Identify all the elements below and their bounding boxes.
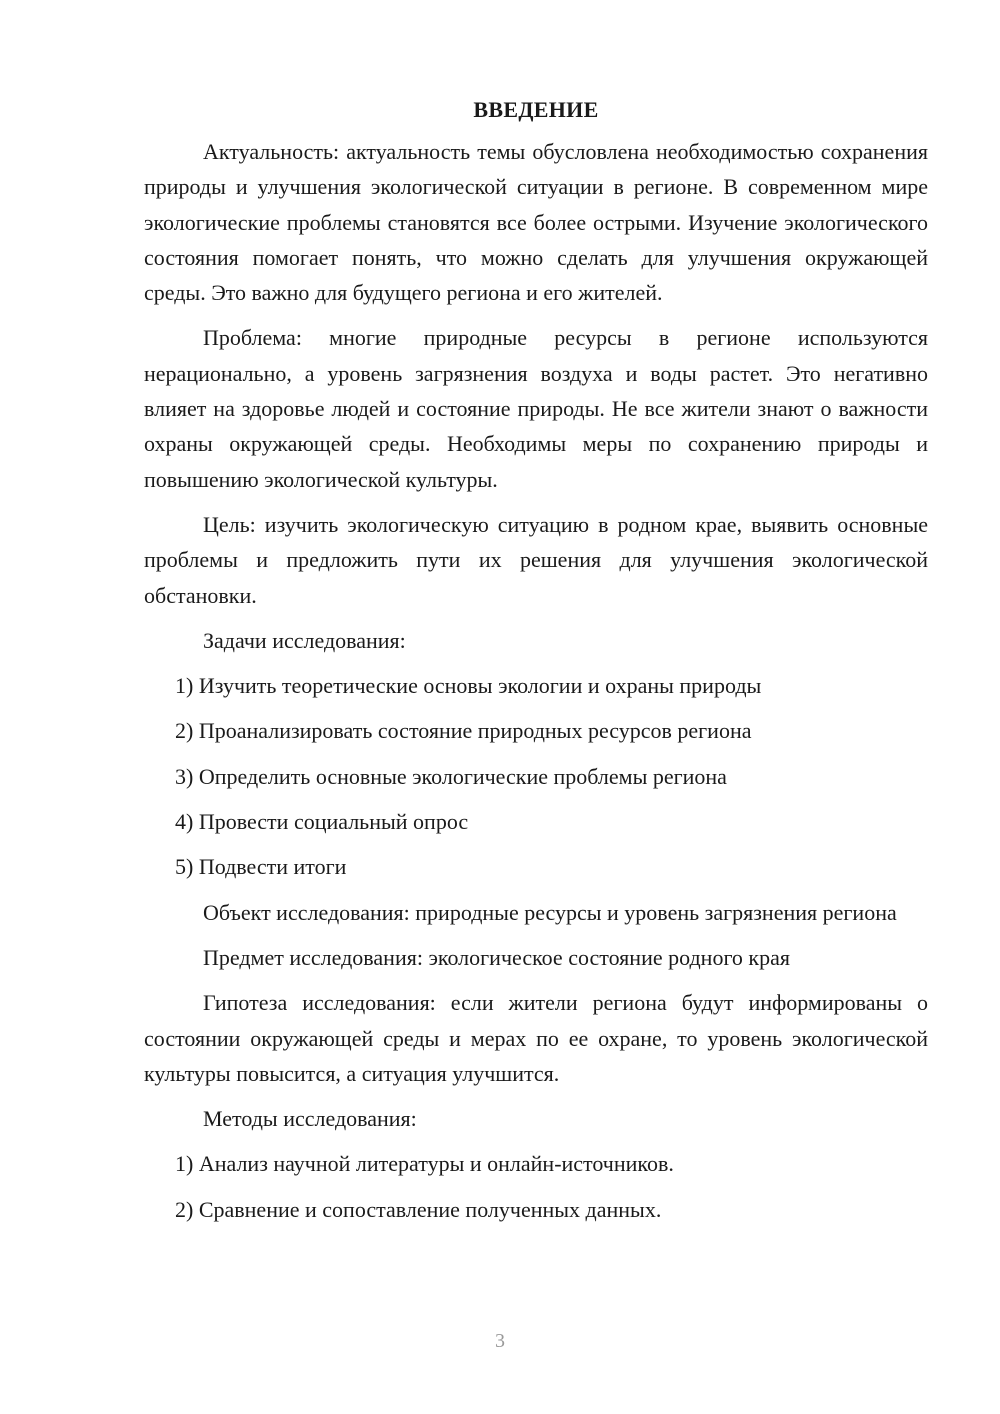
hypothesis-paragraph: Гипотеза исследования: если жители региона будут информированы о состоянии окружающей среды и мерах по ее охране, то уровень экологической культуры повысится, а ситуация улучшится. bbox=[144, 990, 928, 1086]
subject-paragraph: Предмет исследования: экологическое состояние родного края bbox=[203, 944, 790, 970]
goal-paragraph: Цель: изучить экологическую ситуацию в родном крае, выявить основные проблемы и предложить пути их решения для улучшения экологической обстановки. bbox=[144, 511, 928, 608]
page-number: 3 bbox=[495, 1330, 505, 1352]
problem-paragraph: Проблема: многие природные ресурсы в регионе используются нерационально, а уровень загрязнения воздуха и воды растет. Это негативно влияет на здоровье людей и состояние природы. Не все жители знают о важности охраны окружающей среды. Необходимы меры по сохранению природы и повышению экологической культуры. bbox=[144, 325, 928, 492]
task-item: 1) Изучить теоретические основы экологии и охраны природы bbox=[175, 673, 762, 699]
tasks-list bbox=[144, 668, 928, 884]
tasks-heading: Задачи исследования: bbox=[203, 627, 406, 653]
task-item: 4) Провести социальный опрос bbox=[175, 809, 469, 835]
document-title: ВВЕДЕНИЕ bbox=[473, 97, 599, 122]
method-item: 2) Сравнение и сопоставление полученных данных. bbox=[175, 1196, 662, 1222]
methods-list bbox=[144, 1146, 928, 1227]
method-item: 1) Анализ научной литературы и онлайн-источников. bbox=[175, 1151, 674, 1177]
document-page bbox=[144, 92, 928, 1237]
task-item: 5) Подвести итоги bbox=[175, 854, 347, 880]
relevance-paragraph: Актуальность: актуальность темы обусловлена необходимостью сохранения природы и улучшения экологической ситуации в регионе. В современном мире экологические проблемы становятся все более острыми. Изучение экологического состояния помогает понять, что можно сделать для улучшения окружающей среды. Это важно для будущего региона и его жителей. bbox=[144, 139, 928, 306]
object-paragraph: Объект исследования: природные ресурсы и уровень загрязнения региона bbox=[203, 899, 897, 925]
task-item: 2) Проанализировать состояние природных ресурсов региона bbox=[175, 718, 752, 744]
methods-heading: Методы исследования: bbox=[203, 1106, 417, 1132]
task-item: 3) Определить основные экологические проблемы региона bbox=[175, 763, 727, 789]
